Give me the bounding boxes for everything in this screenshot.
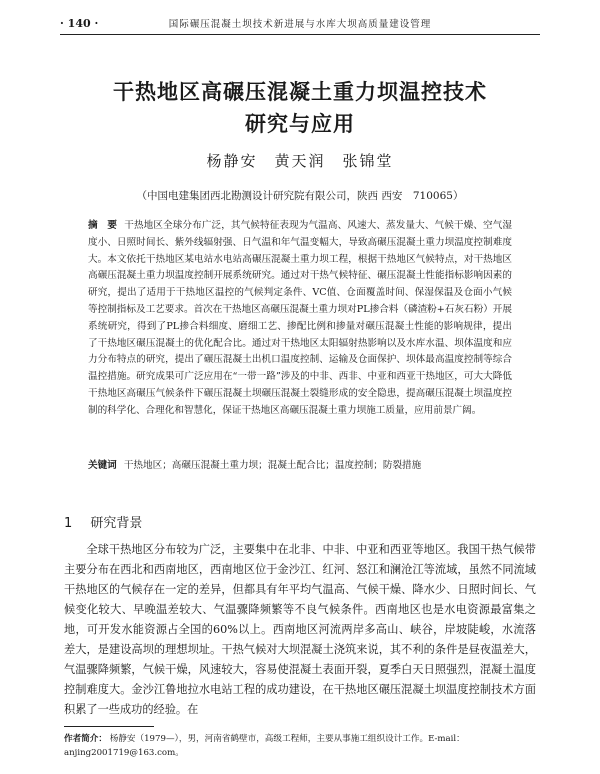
paper-title	[60, 76, 540, 140]
title-line-1: 干热地区高碾压混凝土重力坝温控技术	[113, 80, 487, 104]
footnote-text: 杨静安（1979—），男，河南省鹤壁市，高级工程师，主要从事施工组织设计工作。E-mail：anjing2001719@163.com。	[64, 734, 465, 758]
keywords-label: 关键词	[88, 460, 117, 471]
author-footnote	[64, 732, 536, 760]
section-title: 研究背景	[90, 516, 143, 531]
abstract-text: 干热地区全球分布广泛，其气候特征表现为气温高、风速大、蒸发量大、气候干燥、空气湿度小、日照时间长、紫外线辐射强、日气温和年气温变幅大，导致高碾压混凝土重力坝温度控制难度大。本文依托干热地区某电站水电站高碾压混凝土重力坝工程，根据干热地区气候特点，对干热地区高碾压混凝土重力坝温度控制开展系统研究。通过对干热气候特征、碾压混凝土性能指标影响因素的研究，提出了适用于干热地区温控的气候判定条件、VC值、仓面覆盖时间、保湿保温及仓面小气候等控制指标及工艺要求。首次在干热地区高碾压混凝土重力坝对PL掺合料（磷渣粉+石灰石粉）开展系统研究，得到了PL掺合料细度、磨细工艺、掺配比例和掺量对碾压混凝土性能的影响规律，提出了干热地区碾压混凝土的优化配合比。通过对干热地区太阳辐射热影响以及水库水温、坝体温度和应力分布特点的研究，提出了碾压混凝土出机口温度控制、运输及仓面保护、坝体最高温度控制等综合温控措施。研究成果可广泛应用在“一带一路”涉及的中非、西非、中亚和西亚干热地区，可大大降低干热地区高碾压气候条件下碾压混凝土坝碾压混凝土裂缝形成的安全隐患，提高碾压混凝土坝温度控制的科学化、合理化和智慧化，保证干热地区高碾压混凝土重力坝施工质量，应用前景广阔。	[88, 220, 512, 416]
affiliation: （中国电建集团西北勘测设计研究院有限公司，陕西 西安 710065）	[136, 190, 464, 202]
journal-title: 国际碾压混凝土坝技术新进展与水库大坝高质量建设管理	[168, 19, 432, 30]
running-header	[60, 14, 540, 32]
section-number: 1	[64, 516, 73, 531]
title-line-2: 研究与应用	[245, 112, 355, 136]
abstract	[88, 218, 512, 420]
body-paragraph: 全球干热地区分布较为广泛，主要集中在北非、中非、中亚和西亚等地区。我国干热气候带主要分布在西北和西南地区，西南地区位于金沙江、红河、怒江和澜沧江等流域，虽然不同流域干热地区的气候存在一定的差异，但都具有年平均气温高、气候干燥、降水少、日照时间长、气候变化较大、早晚温差较大、气温骤降频繁等不良气候条件。西南地区也是水电资源最富集之地，可开发水能资源占全国的60%以上。西南地区河流两岸多高山、峡谷，岸坡陡峻，水流落差大，是建设高坝的理想坝址。干热气候对大坝混凝土浇筑来说，其不利的条件是昼夜温差大，气温骤降频繁，气候干燥，风速较大，容易使混凝土表面开裂，夏季白天日照强烈，混凝土温度控制难度大。金沙江鲁地拉水电站工程的成功建设，在干热地区碾压混凝土坝温度控制技术方面积累了一些成功的经验。在	[64, 543, 536, 716]
footnote-rule	[64, 726, 154, 727]
author-list: 杨静安 黄天润 张锦堂	[206, 152, 394, 170]
page-number: · 140 ·	[60, 16, 99, 30]
abstract-label: 摘 要	[88, 220, 118, 231]
section-heading	[64, 512, 142, 531]
header-rule	[60, 34, 540, 35]
footnote-label: 作者简介：	[64, 734, 107, 744]
keywords-text: 干热地区；高碾压混凝土重力坝；混凝土配合比；温度控制；防裂措施	[123, 460, 422, 471]
keywords	[88, 458, 512, 474]
